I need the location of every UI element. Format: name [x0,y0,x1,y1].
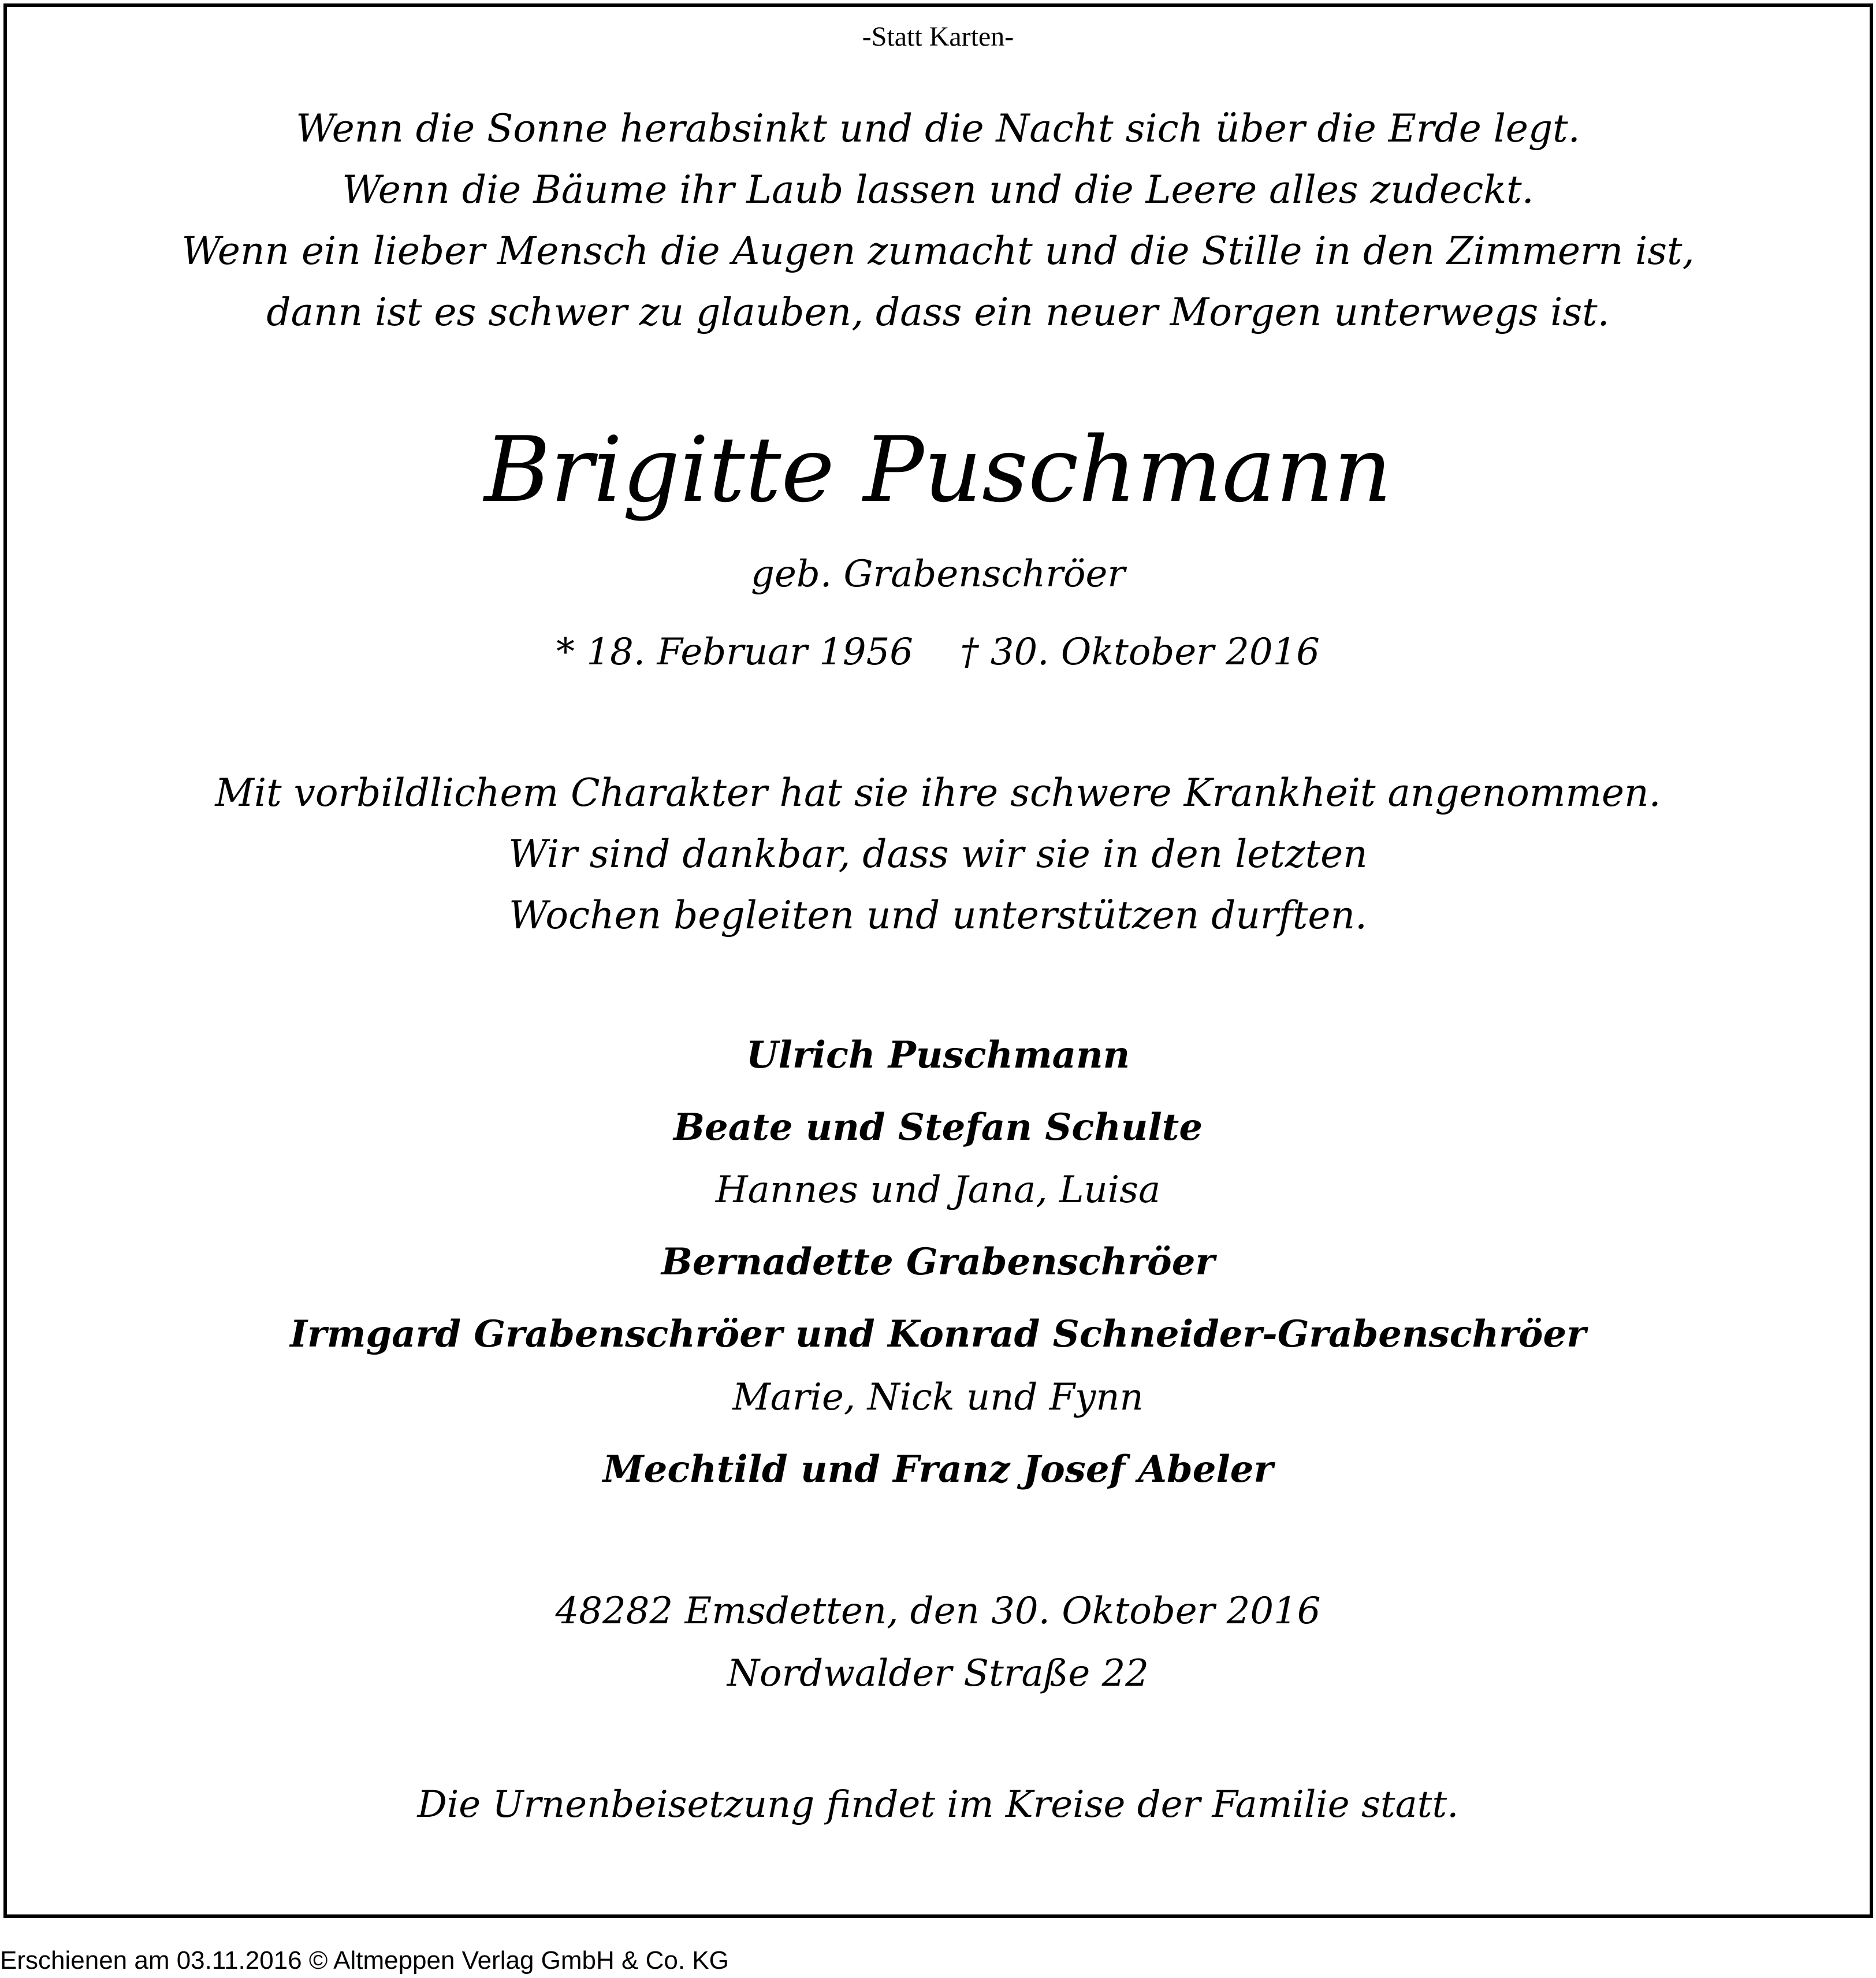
tribute-line-2: Wir sind dankbar, dass wir sie in den letzten [508,832,1368,876]
deceased-name: Brigitte Puschmann [484,417,1392,522]
life-dates: * 18. Februar 1956 † 30. Oktober 2016 [556,631,1320,674]
mourner-6: Marie, Nick und Fynn [732,1376,1144,1419]
poem-line-3: Wenn ein lieber Mensch die Augen zumacht und die Stille in den Zimmern ist, [181,229,1695,273]
poem-line-2: Wenn die Bäume ihr Laub lassen und die Leere alles zudeckt. [342,168,1534,212]
poem-line-1: Wenn die Sonne herabsinkt und die Nacht sich über die Erde legt. [296,106,1580,151]
tribute-line-3: Wochen begleiten und unterstützen durften. [509,893,1367,938]
mourner-5: Irmgard Grabenschröer und Konrad Schneider-Grabenschröer [290,1313,1586,1356]
maiden-name: geb. Grabenschröer [751,553,1125,596]
place-date: 48282 Emsdetten, den 30. Oktober 2016 [555,1590,1321,1633]
mourner-7: Mechtild und Franz Josef Abeler [602,1448,1274,1491]
address: Nordwalder Straße 22 [727,1652,1149,1695]
tribute-line-1: Mit vorbildlichem Charakter hat sie ihre schwere Krankheit angenommen. [215,771,1661,815]
mourner-4: Bernadette Grabenschröer [661,1240,1215,1284]
mourner-1: Ulrich Puschmann [746,1033,1130,1077]
poem-line-4: dann ist es schwer zu glauben, dass ein neuer Morgen unterwegs ist. [266,290,1610,334]
publication-footer: Erschienen am 03.11.2016 © Altmeppen Verlag GmbH & Co. KG [0,1946,729,1975]
burial-note: Die Urnenbeisetzung findet im Kreise der Familie statt. [417,1783,1459,1826]
mourner-2: Beate und Stefan Schulte [673,1106,1203,1149]
notice-header: -Statt Karten- [862,21,1014,52]
mourner-3: Hannes und Jana, Luisa [715,1169,1161,1211]
